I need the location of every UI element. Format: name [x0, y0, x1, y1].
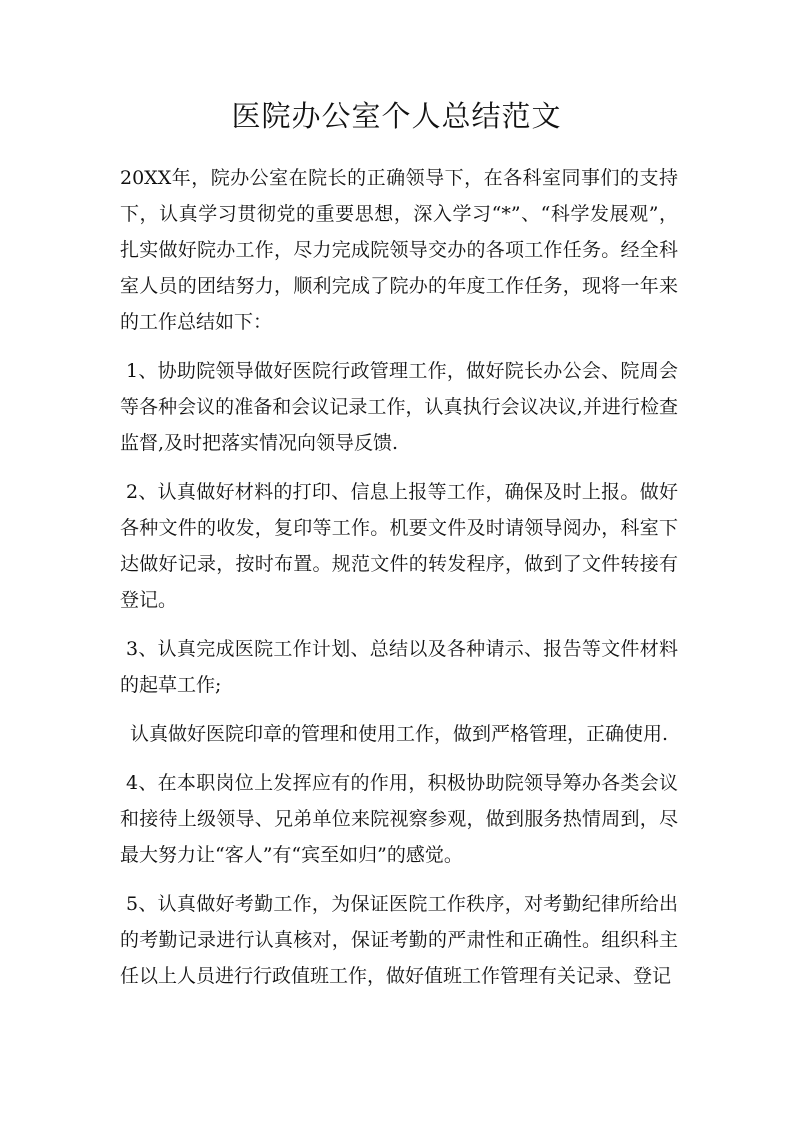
item-5-paragraph: 5、认真做好考勤工作，为保证医院工作秩序，对考勤纪律所给出的考勤记录进行认真核对，保证考勤的严肃性和正确性。组织科主任以上人员进行行政值班工作，做好值班工作管理有关记录、登记 [120, 893, 678, 987]
seal-management-paragraph: 认真做好医院印章的管理和使用工作，做到严格管理，正确使用. [130, 723, 669, 745]
intro-paragraph: 20XX年，院办公室在院长的正确领导下，在各科室同事们的支持下，认真学习贯彻党的重要思想，深入学习“*”、“科学发展观”，扎实做好院办工作，尽力完成院领导交办的各项工作任务。经全科室人员的团结努力，顺利完成了院办的年度工作任务，现将一年来的工作总结如下： [120, 167, 678, 333]
document-body [120, 160, 678, 1007]
item-2-paragraph: 2、认真做好材料的打印、信息上报等工作，确保及时上报。做好各种文件的收发，复印等工作。机要文件及时请领导阅办，科室下达做好记录，按时布置。规范文件的转发程序，做到了文件转接有登记。 [120, 481, 678, 611]
item-4-paragraph: 4、在本职岗位上发挥应有的作用，积极协助院领导筹办各类会议和接待上级领导、兄弟单位来院视察参观，做到服务热情周到，尽最大努力让“客人”有“宾至如归”的感觉。 [120, 772, 678, 866]
item-3-paragraph: 3、认真完成医院工作计划、总结以及各种请示、报告等文件材料的起草工作; [120, 638, 678, 696]
item-1-paragraph: 1、协助院领导做好医院行政管理工作，做好院长办公会、院周会等各种会议的准备和会议记录工作，认真执行会议决议,并进行检查监督,及时把落实情况向领导反馈. [120, 360, 678, 454]
document-title: 医院办公室个人总结范文 [231, 99, 562, 133]
